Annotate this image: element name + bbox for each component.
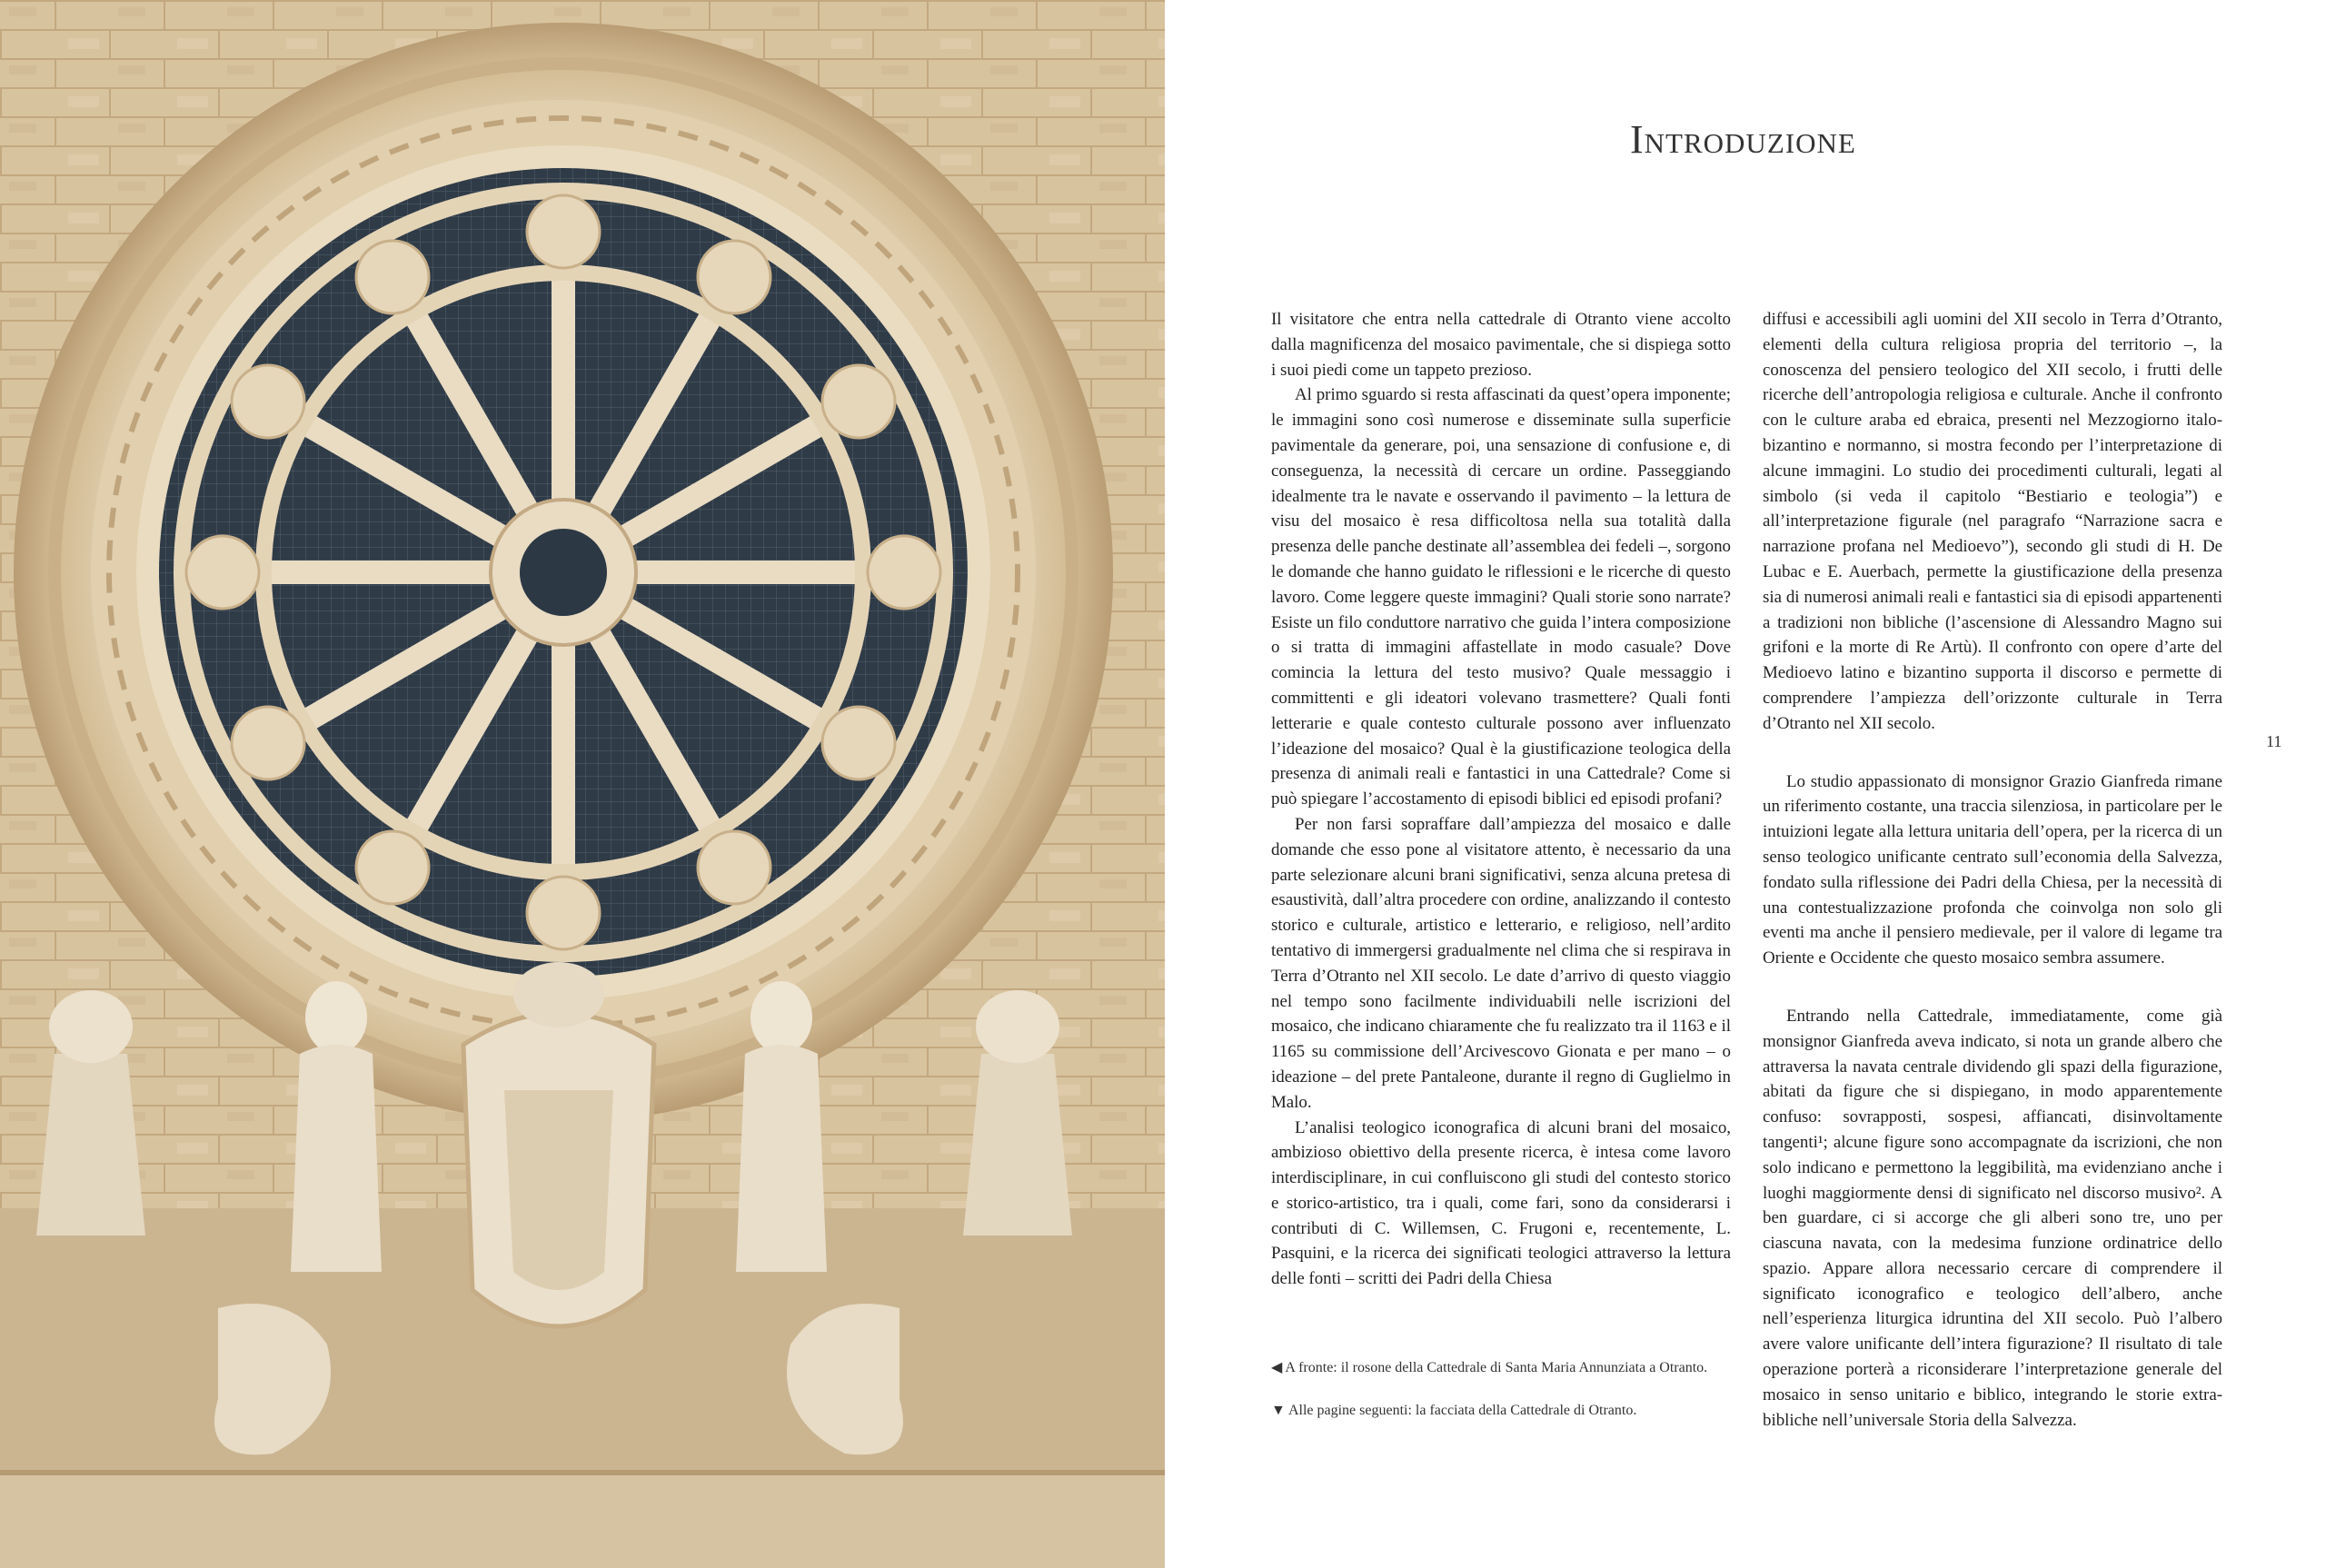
paragraph: Per non farsi sopraffare dall’ampiezza del mosaico e dalle domande che esso pone al visitatore attento, è necessario da una parte selezionare alcuni brani significativi, senza alcuna pretesa di esaustività, dall’altra procedere con ordine, analizzando il contesto storico e culturale, artistico e letterario, e religioso, nell’ardito tentativo di immergersi gradualmente nel clima che si respirava in Terra d’Otranto nel XII secolo. Le date d’arrivo di questo viaggio nel tempo sono facilmente individuabili nelle iscrizioni del mosaico, che indicano chiaramente che fu realizzato tra il 1163 e il 1165 su commissione dell’Arcivescovo Gionata e per mano – o ideazione – del prete Pantaleone, durante il regno di Guglielmo in Malo.: [1271, 814, 1731, 1112]
caption-following: ▼ Alle pagine seguenti: la facciata della Cattedrale di Otranto.: [1271, 1403, 1637, 1418]
paragraph: Lo studio appassionato di monsignor Grazio Gianfreda rimane un riferimento costante, una traccia silenziosa, in particolare per le intuizioni legate alla lettura unitaria dell’opera, per la ricerca di un senso teologico unificante centrato sull’economia della Salvezza, fondato sulla riflessione dei Padri della Chiesa, per la necessità di una contestualizzazione profonda che coinvolga non solo gli eventi ma anche il pensiero medievale, per il valore di legame tra Oriente e Occidente che questo mosaico sembra assumere.: [1763, 771, 2222, 968]
photo-captions: [1271, 1357, 1731, 1443]
paragraph: Al primo sguardo si resta affascinati da quest’opera imponente; le immagini sono così numerose e disseminate sulla superficie pavimentale da generare, poi, una sensazione di confusione e, di conseguenza, la necessità di cercare un ordine. Passeggiando idealmente tra le navate e osservando il pavimento – la lettura de visu del mosaico è resa difficoltosa nella sua totalità dalla presenza delle panche destinate all’assemblea dei fedeli –, sorgono le domande che hanno guidato le riflessioni e le ricerche di questo lavoro. Come leggere queste immagini? Quali storie sono narrate? Esiste un filo conduttore narrativo che guida l’intera composizione o si tratta di immagini affastellate in modo casuale? Dove comincia la lettura del testo musivo? Quale messaggio i committenti e gli ideatori volevano trasmettere? Quali fonti letterarie e quale contesto culturale possono aver influenzato l’ideazione del mosaico? Qual è la giustificazione teologica della presenza di animali reali e fantastici in una Cattedrale? Come si può spiegare l’accostamento di episodi biblici ed episodi profani?: [1271, 385, 1731, 809]
page-number: 11: [2266, 732, 2282, 750]
text-column-right: [1763, 307, 2222, 1433]
paragraph: diffusi e accessibili agli uomini del XII secolo in Terra d’Otranto, elementi della cultura religiosa propria del territorio –, la conoscenza del pensiero teologico del XII secolo, i frutti delle ricerche dell’antropologia religiosa e culturale. Anche il confronto con le culture araba ed ebraica, presenti nel Mezzogiorno italo-bizantino e normanno, si mostra fecondo per l’interpretazione di alcune immagini. Lo studio dei procedimenti culturali, legati al simbolo (si veda il capitolo “Bestiario e teologia”) e all’interpretazione figurale (nel paragrafo “Narrazione sacra e narrazione profana nel Medioevo”), secondo gli studi di H. De Lubac e E. Auerbach, permette la giustificazione della presenza sia di numerosi animali reali e fantastici sia di episodi appartenenti a tradizioni non bibliche (l’ascensione di Alessandro Magno sui grifoni e la morte di Re Artù). Il confronto con opere d’arte del Medioevo latino e bizantino supporta il discorso e permette di comprendere l’ampiezza dell’orizzonte culturale in Terra d’Otranto nel XII secolo.: [1763, 310, 2222, 733]
paragraph: Il visitatore che entra nella cattedrale di Otranto viene accolto dalla magnificenza del mosaico pavimentale, che si dispiega sotto i suoi piedi come un tappeto prezioso.: [1271, 310, 1731, 380]
text-column-left: [1271, 307, 1731, 1292]
page-title: Introduzione: [1630, 117, 1856, 162]
paragraph: Entrando nella Cattedrale, immediatamente, come già monsignor Gianfreda aveva indicato, si nota un grande albero che attraversa la navata centrale dividendo gli spazi della figurazione, abitati da figure che si dispiegano, in modo apparentemente confuso: sovrapposti, sospesi, affiancati, disinvoltamente tangenti¹; alcune figure sono accompagnate da iscrizioni, che non solo indicano e permettono la leggibilità, ma evidenziano anche i luoghi maggiormente densi di significato nel discorso musivo². A ben guardare, ci si accorge che gli alberi sono tre, uno per ciascuna navata, con la medesima funzione ordinatrice dello spazio. Appare allora necessario cercare di comprendere il significato iconografico e teologico dell’albero, anche nell’esperienza liturgica idruntina del XII secolo. Può l’albero avere valore unificante dell’intera figurazione? Il risultato di tale operazione porterà a riconsiderare l’interpretazione generale del mosaico in senso unitario e biblico, integrando le storie extra-bibliche nell’universale Storia della Salvezza.: [1763, 1006, 2222, 1430]
caption-facing: ◀ A fronte: il rosone della Cattedrale di Santa Maria Annunziata a Otranto.: [1271, 1360, 1708, 1375]
paragraph: L’analisi teologico iconografica di alcuni brani del mosaico, ambizioso obiettivo della presente ricerca, è intesa come lavoro interdisciplinare, in cui confluiscono gli studi del contesto storico e storico-artistico, tra i quali, come fari, sono da considerarsi i contributi di C. Willemsen, C. Frugoni e, recentemente, L. Pasquini, e la ricerca dei significati teologici attraverso la lettura delle fonti – scritti dei Padri della Chiesa: [1271, 1117, 1731, 1289]
